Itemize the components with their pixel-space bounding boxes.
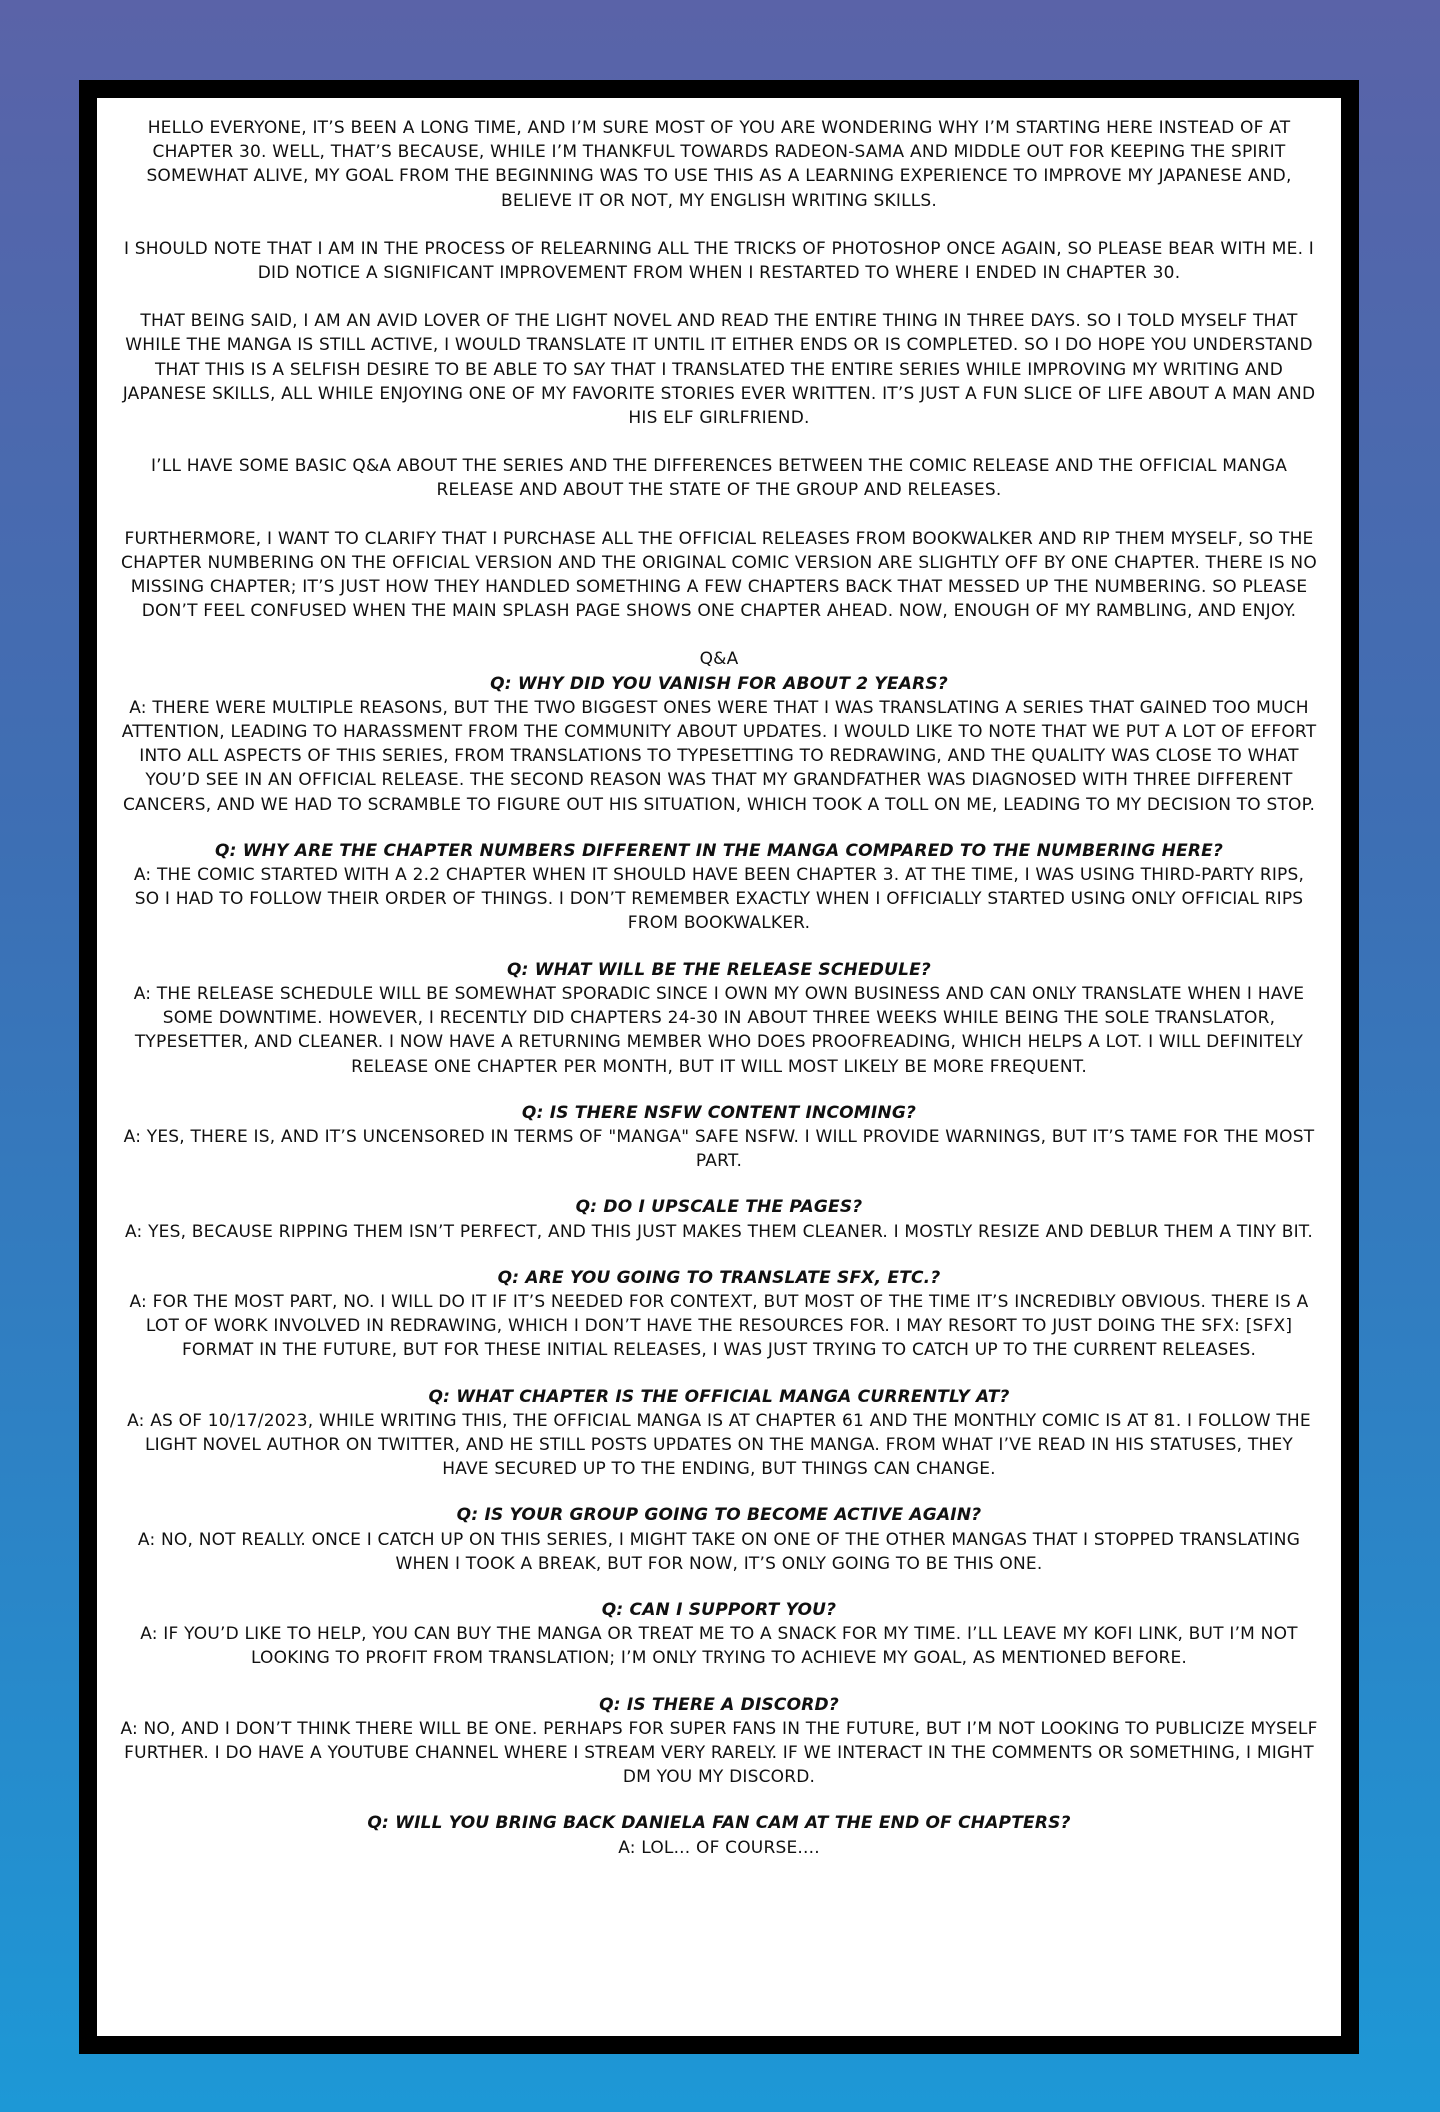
qa-item <box>119 1195 1319 1243</box>
question: Q: WHAT CHAPTER IS THE OFFICIAL MANGA CURRENTLY AT? <box>428 1386 1010 1407</box>
document-page <box>97 98 1341 2036</box>
question: Q: WILL YOU BRING BACK DANIELA FAN CAM AT THE END OF CHAPTERS? <box>367 1813 1071 1834</box>
question: Q: ARE YOU GOING TO TRANSLATE SFX, ETC.? <box>497 1267 941 1288</box>
qa-heading: Q&A <box>699 649 739 670</box>
question: Q: IS THERE A DISCORD? <box>599 1694 839 1715</box>
answer: A: LOL... OF COURSE.... <box>618 1837 820 1858</box>
qa-item <box>119 1266 1319 1363</box>
intro-paragraph: THAT BEING SAID, I AM AN AVID LOVER OF THE LIGHT NOVEL AND READ THE ENTIRE THING IN THREE DAYS. SO I TOLD MYSELF THAT WHILE THE MANGA IS STILL ACTIVE, I WOULD TRANSLATE IT UNTIL IT EITHER ENDS OR IS COMPLETED. SO I DO HOPE YOU UNDERSTAND THAT THIS IS A SELFISH DESIRE TO BE ABLE TO SAY THAT I TRANSLATED THE ENTIRE SERIES WHILE IMPROVING MY WRITING AND JAPANESE SKILLS, ALL WHILE ENJOYING ONE OF MY FAVORITE STORIES EVER WRITTEN. IT’S JUST A FUN SLICE OF LIFE ABOUT A MAN AND HIS ELF GIRLFRIEND. <box>122 311 1316 429</box>
qa-item <box>119 839 1319 936</box>
question: Q: DO I UPSCALE THE PAGES? <box>575 1197 863 1218</box>
question: Q: IS YOUR GROUP GOING TO BECOME ACTIVE AGAIN? <box>456 1505 982 1526</box>
intro-paragraph: HELLO EVERYONE, IT’S BEEN A LONG TIME, AND I’M SURE MOST OF YOU ARE WONDERING WHY I’M STARTING HERE INSTEAD OF AT CHAPTER 30. WELL, THAT’S BECAUSE, WHILE I’M THANKFUL TOWARDS RADEON-SAMA AND MIDDLE OUT FOR KEEPING THE SPIRIT SOMEWHAT ALIVE, MY GOAL FROM THE BEGINNING WAS TO USE THIS AS A LEARNING EXPERIENCE TO IMPROVE MY JAPANESE AND, BELIEVE IT OR NOT, MY ENGLISH WRITING SKILLS. <box>146 118 1292 211</box>
qa-item <box>119 1693 1319 1790</box>
answer: A: NO, NOT REALLY. ONCE I CATCH UP ON THIS SERIES, I MIGHT TAKE ON ONE OF THE OTHER MANGAS THAT I STOPPED TRANSLATING WHEN I TOOK A BREAK, BUT FOR NOW, IT’S ONLY GOING TO BE THIS ONE. <box>137 1529 1301 1574</box>
answer: A: YES, THERE IS, AND IT’S UNCENSORED IN TERMS OF "MANGA" SAFE NSFW. I WILL PROVIDE WARNINGS, BUT IT’S TAME FOR THE MOST PART. <box>123 1126 1315 1172</box>
qa-item <box>119 672 1319 817</box>
question: Q: WHY DID YOU VANISH FOR ABOUT 2 YEARS? <box>490 673 948 694</box>
question: Q: WHY ARE THE CHAPTER NUMBERS DIFFERENT IN THE MANGA COMPARED TO THE NUMBERING HERE? <box>214 840 1224 861</box>
answer: A: NO, AND I DON’T THINK THERE WILL BE ONE. PERHAPS FOR SUPER FANS IN THE FUTURE, BUT I’M NOT LOOKING TO PUBLICIZE MYSELF FURTHER. I DO HAVE A YOUTUBE CHANNEL WHERE I STREAM VERY RARELY. IF WE INTERACT IN THE COMMENTS OR SOMETHING, I MIGHT DM YOU MY DISCORD. <box>120 1718 1318 1788</box>
answer: A: AS OF 10/17/2023, WHILE WRITING THIS, THE OFFICIAL MANGA IS AT CHAPTER 61 AND THE MONTHLY COMIC IS AT 81. I FOLLOW THE LIGHT NOVEL AUTHOR ON TWITTER, AND HE STILL POSTS UPDATES ON THE MANGA. FROM WHAT I’VE READ IN HIS STATUSES, THEY HAVE SECURED UP TO THE ENDING, BUT THINGS CAN CHANGE. <box>127 1410 1311 1480</box>
intro-paragraph: I’LL HAVE SOME BASIC Q&A ABOUT THE SERIES AND THE DIFFERENCES BETWEEN THE COMIC RELEASE AND THE OFFICIAL MANGA RELEASE AND ABOUT THE STATE OF THE GROUP AND RELEASES. <box>150 456 1288 501</box>
answer: A: THE COMIC STARTED WITH A 2.2 CHAPTER WHEN IT SHOULD HAVE BEEN CHAPTER 3. AT THE TIME, I WAS USING THIRD-PARTY RIPS, SO I HAD TO FOLLOW THEIR ORDER OF THINGS. I DON’T REMEMBER EXACTLY WHEN I OFFICIALLY STARTED USING ONLY OFFICIAL RIPS FROM BOOKWALKER. <box>133 865 1305 934</box>
page-frame <box>79 80 1359 2054</box>
question: Q: CAN I SUPPORT YOU? <box>601 1599 837 1620</box>
intro-paragraph: I SHOULD NOTE THAT I AM IN THE PROCESS OF RELEARNING ALL THE TRICKS OF PHOTOSHOP ONCE AGAIN, SO PLEASE BEAR WITH ME. I DID NOTICE A SIGNIFICANT IMPROVEMENT FROM WHEN I RESTARTED TO WHERE I ENDED IN CHAPTER 30. <box>123 238 1314 284</box>
intro-section <box>119 116 1319 623</box>
qa-item <box>119 1385 1319 1482</box>
qa-item <box>119 1811 1319 1859</box>
qa-item <box>119 1598 1319 1671</box>
qa-item <box>119 958 1319 1079</box>
answer: A: YES, BECAUSE RIPPING THEM ISN’T PERFECT, AND THIS JUST MAKES THEM CLEANER. I MOSTLY RESIZE AND DEBLUR THEM A TINY BIT. <box>125 1221 1313 1242</box>
intro-paragraph: FURTHERMORE, I WANT TO CLARIFY THAT I PURCHASE ALL THE OFFICIAL RELEASES FROM BOOKWALKER AND RIP THEM MYSELF, SO THE CHAPTER NUMBERING ON THE OFFICIAL VERSION AND THE ORIGINAL COMIC VERSION ARE SLIGHTLY OFF BY ONE CHAPTER. THERE IS NO MISSING CHAPTER; IT’S JUST HOW THEY HANDLED SOMETHING A FEW CHAPTERS BACK THAT MESSED UP THE NUMBERING. SO PLEASE DON’T FEEL CONFUSED WHEN THE MAIN SPLASH PAGE SHOWS ONE CHAPTER AHEAD. NOW, ENOUGH OF MY RAMBLING, AND ENJOY. <box>121 528 1317 622</box>
answer: A: THERE WERE MULTIPLE REASONS, BUT THE TWO BIGGEST ONES WERE THAT I WAS TRANSLATING A SERIES THAT GAINED TOO MUCH ATTENTION, LEADING TO HARASSMENT FROM THE COMMUNITY ABOUT UPDATES. I WOULD LIKE TO NOTE THAT WE PUT A LOT OF EFFORT INTO ALL ASPECTS OF THIS SERIES, FROM TRANSLATIONS TO TYPESETTING TO REDRAWING, AND THE QUALITY WAS CLOSE TO WHAT YOU’D SEE IN AN OFFICIAL RELEASE. THE SECOND REASON WAS THAT MY GRANDFATHER WAS DIAGNOSED WITH THREE DIFFERENT CANCERS, AND WE HAD TO SCRAMBLE TO FIGURE OUT HIS SITUATION, WHICH TOOK A TOLL ON ME, LEADING TO MY DECISION TO STOP. <box>121 697 1317 815</box>
qa-item <box>119 1101 1319 1174</box>
answer: A: FOR THE MOST PART, NO. I WILL DO IT IF IT’S NEEDED FOR CONTEXT, BUT MOST OF THE TIME IT’S INCREDIBLY OBVIOUS. THERE IS A LOT OF WORK INVOLVED IN REDRAWING, WHICH I DON’T HAVE THE RESOURCES FOR. I MAY RESORT TO JUST DOING THE SFX: [SFX] FORMAT IN THE FUTURE, BUT FOR THESE INITIAL RELEASES, I WAS JUST TRYING TO CATCH UP TO THE CURRENT RELEASES. <box>129 1291 1309 1361</box>
qa-item <box>119 1503 1319 1576</box>
answer: A: IF YOU’D LIKE TO HELP, YOU CAN BUY THE MANGA OR TREAT ME TO A SNACK FOR MY TIME. I’LL LEAVE MY KOFI LINK, BUT I’M NOT LOOKING TO PROFIT FROM TRANSLATION; I’M ONLY TRYING TO ACHIEVE MY GOAL, AS MENTIONED BEFORE. <box>140 1624 1298 1669</box>
question: Q: WHAT WILL BE THE RELEASE SCHEDULE? <box>507 959 931 980</box>
question: Q: IS THERE NSFW CONTENT INCOMING? <box>521 1102 917 1123</box>
answer: A: THE RELEASE SCHEDULE WILL BE SOMEWHAT SPORADIC SINCE I OWN MY OWN BUSINESS AND CAN ONLY TRANSLATE WHEN I HAVE SOME DOWNTIME. HOWEVER, I RECENTLY DID CHAPTERS 24-30 IN ABOUT THREE WEEKS WHILE BEING THE SOLE TRANSLATOR, TYPESETTER, AND CLEANER. I NOW HAVE A RETURNING MEMBER WHO DOES PROOFREADING, WHICH HELPS A LOT. I WILL DEFINITELY RELEASE ONE CHAPTER PER MONTH, BUT IT WILL MOST LIKELY BE MORE FREQUENT. <box>133 983 1305 1077</box>
